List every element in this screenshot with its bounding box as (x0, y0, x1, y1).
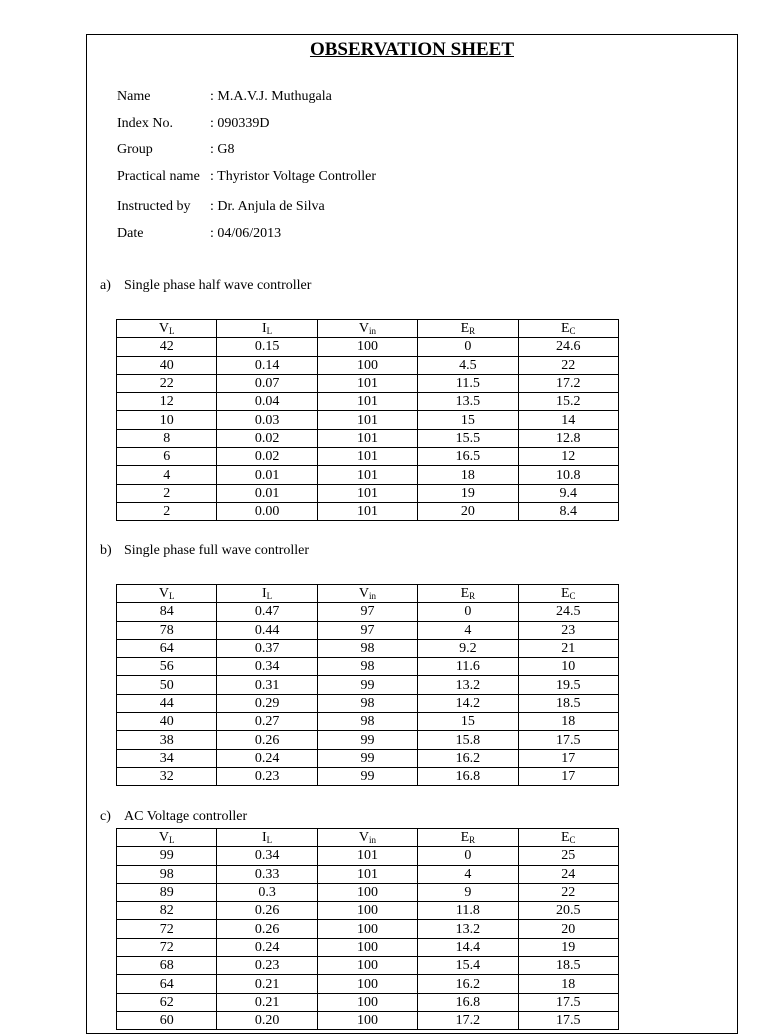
table-cell: 4.5 (418, 356, 518, 374)
column-header (217, 829, 317, 847)
table-cell: 99 (317, 731, 417, 749)
table-row (117, 658, 619, 676)
table-row (117, 975, 619, 993)
table-cell: 18 (518, 713, 618, 731)
column-header (317, 585, 417, 603)
table-cell: 0.34 (217, 847, 317, 865)
table-row (117, 411, 619, 429)
table-cell: 17 (518, 767, 618, 785)
table-cell: 0.44 (217, 621, 317, 639)
table-cell: 12 (117, 393, 217, 411)
info-row-index (117, 116, 270, 132)
table-cell: 50 (117, 676, 217, 694)
column-subscript: L (266, 590, 273, 601)
table-cell: 98 (317, 639, 417, 657)
table-cell: 18 (418, 466, 518, 484)
table-cell: 101 (317, 429, 417, 447)
table-row (117, 694, 619, 712)
table-cell: 82 (117, 902, 217, 920)
column-symbol: V (158, 320, 169, 336)
table-cell: 98 (117, 865, 217, 883)
table-header-row (117, 585, 619, 603)
table-row (117, 957, 619, 975)
column-symbol: I (262, 585, 267, 601)
table-cell: 64 (117, 639, 217, 657)
table-cell: 14.2 (418, 694, 518, 712)
table-cell: 0.37 (217, 639, 317, 657)
table-cell: 0.47 (217, 603, 317, 621)
table-cell: 99 (317, 749, 417, 767)
column-symbol: E (460, 829, 470, 845)
table-cell: 100 (317, 975, 417, 993)
section-title: AC Voltage controller (124, 809, 248, 824)
table-ac-voltage (116, 828, 619, 1030)
table-row (117, 1011, 619, 1029)
table-cell: 0.24 (217, 938, 317, 956)
table-cell: 0.27 (217, 713, 317, 731)
table-cell: 13.5 (418, 393, 518, 411)
column-symbol: V (358, 585, 370, 601)
table-cell: 15.5 (418, 429, 518, 447)
table-cell: 9.4 (518, 484, 618, 502)
table-cell: 0.33 (217, 865, 317, 883)
column-header (117, 320, 217, 338)
section-heading-c (100, 809, 247, 825)
table-cell: 0.04 (217, 393, 317, 411)
table-row (117, 393, 619, 411)
table-cell: 15 (418, 713, 518, 731)
table-cell: 18.5 (518, 957, 618, 975)
table-cell: 25 (518, 847, 618, 865)
table-row (117, 993, 619, 1011)
table-cell: 0.20 (217, 1011, 317, 1029)
info-value: : G8 (210, 142, 235, 157)
table-row (117, 621, 619, 639)
table-cell: 98 (317, 658, 417, 676)
table-cell: 13.2 (418, 676, 518, 694)
column-symbol: V (358, 320, 370, 336)
column-subscript: L (266, 834, 273, 845)
sheet-title: OBSERVATION SHEET (309, 39, 514, 60)
column-subscript: R (469, 325, 476, 336)
table-cell: 10 (117, 411, 217, 429)
table-cell: 14.4 (418, 938, 518, 956)
table-cell: 14 (518, 411, 618, 429)
table-cell: 8.4 (518, 502, 618, 520)
column-symbol: E (560, 320, 570, 336)
table-row (117, 865, 619, 883)
column-subscript: L (169, 325, 175, 336)
table-cell: 9.2 (418, 639, 518, 657)
info-row-date (117, 226, 281, 242)
table-cell: 17.5 (518, 993, 618, 1011)
table-cell: 17 (518, 749, 618, 767)
info-label: Index No. (117, 116, 173, 131)
table-cell: 32 (117, 767, 217, 785)
column-header (518, 829, 618, 847)
table-cell: 16.8 (418, 767, 518, 785)
table-cell: 100 (317, 957, 417, 975)
table-cell: 22 (518, 356, 618, 374)
table-cell: 10 (518, 658, 618, 676)
table-cell: 0.31 (217, 676, 317, 694)
table-cell: 0.3 (217, 883, 317, 901)
table-cell: 100 (317, 356, 417, 374)
table-cell: 98 (317, 694, 417, 712)
table-cell: 13.2 (418, 920, 518, 938)
column-symbol: V (158, 585, 169, 601)
table-cell: 0.21 (217, 975, 317, 993)
table-cell: 100 (317, 1011, 417, 1029)
table-header-row (117, 320, 619, 338)
table-cell: 101 (317, 374, 417, 392)
table-cell: 99 (317, 676, 417, 694)
table-cell: 18.5 (518, 694, 618, 712)
column-symbol: E (560, 829, 570, 845)
table-cell: 8 (117, 429, 217, 447)
table-cell: 99 (317, 767, 417, 785)
table-cell: 101 (317, 466, 417, 484)
table-cell: 42 (117, 338, 217, 356)
info-value: : 090339D (210, 116, 270, 131)
table-cell: 15.4 (418, 957, 518, 975)
table-row (117, 484, 619, 502)
table-cell: 16.5 (418, 448, 518, 466)
column-subscript: L (169, 834, 175, 845)
table-cell: 0.26 (217, 920, 317, 938)
table-cell: 72 (117, 938, 217, 956)
info-value: : M.A.V.J. Muthugala (210, 89, 332, 104)
table-cell: 100 (317, 338, 417, 356)
column-header (418, 320, 518, 338)
column-subscript: in (369, 590, 377, 601)
table-cell: 72 (117, 920, 217, 938)
table-cell: 2 (117, 502, 217, 520)
column-subscript: L (266, 325, 273, 336)
column-symbol: V (158, 829, 169, 845)
table-cell: 101 (317, 865, 417, 883)
table-cell: 0.29 (217, 694, 317, 712)
column-symbol: E (460, 585, 470, 601)
table-row (117, 847, 619, 865)
table-cell: 2 (117, 484, 217, 502)
table-cell: 78 (117, 621, 217, 639)
table-cell: 0.21 (217, 993, 317, 1011)
table-cell: 6 (117, 448, 217, 466)
info-value: : Dr. Anjula de Silva (210, 199, 325, 214)
table-cell: 0.00 (217, 502, 317, 520)
table-cell: 20 (518, 920, 618, 938)
column-header (117, 829, 217, 847)
table-cell: 0.26 (217, 902, 317, 920)
table-cell: 101 (317, 847, 417, 865)
info-row-practical (117, 169, 376, 185)
column-subscript: C (569, 590, 576, 601)
table-cell: 64 (117, 975, 217, 993)
table-cell: 0.15 (217, 338, 317, 356)
table-cell: 0 (418, 338, 518, 356)
table-cell: 16.2 (418, 749, 518, 767)
table-cell: 44 (117, 694, 217, 712)
table-cell: 4 (418, 865, 518, 883)
table-cell: 0 (418, 603, 518, 621)
table-cell: 98 (317, 713, 417, 731)
info-value: : Thyristor Voltage Controller (210, 169, 377, 184)
table-cell: 0.03 (217, 411, 317, 429)
column-symbol: I (262, 320, 267, 336)
table-cell: 68 (117, 957, 217, 975)
table-row (117, 920, 619, 938)
table-cell: 89 (117, 883, 217, 901)
table-cell: 0.24 (217, 749, 317, 767)
info-label: Instructed by (117, 199, 191, 214)
table-cell: 0 (418, 847, 518, 865)
table-row (117, 938, 619, 956)
table-cell: 24.5 (518, 603, 618, 621)
table-cell: 17.2 (518, 374, 618, 392)
table-cell: 0.23 (217, 767, 317, 785)
section-heading-a (100, 278, 311, 294)
table-row (117, 713, 619, 731)
table-row (117, 374, 619, 392)
table-cell: 34 (117, 749, 217, 767)
table-cell: 11.6 (418, 658, 518, 676)
section-heading-b (100, 543, 309, 559)
column-header (317, 320, 417, 338)
table-row (117, 731, 619, 749)
table-cell: 0.01 (217, 484, 317, 502)
table-cell: 0.26 (217, 731, 317, 749)
info-label: Name (117, 89, 151, 104)
table-cell: 4 (117, 466, 217, 484)
table-row (117, 749, 619, 767)
column-subscript: L (169, 590, 175, 601)
column-header (117, 585, 217, 603)
table-cell: 16.8 (418, 993, 518, 1011)
table-cell: 15.8 (418, 731, 518, 749)
table-cell: 19.5 (518, 676, 618, 694)
table-cell: 10.8 (518, 466, 618, 484)
info-label: Group (117, 142, 153, 157)
info-row-instructor (117, 199, 325, 215)
table-cell: 0.14 (217, 356, 317, 374)
table-cell: 101 (317, 448, 417, 466)
column-header (518, 320, 618, 338)
section-letter: b) (100, 543, 112, 558)
info-value: : 04/06/2013 (210, 226, 282, 241)
table-cell: 15 (418, 411, 518, 429)
table-row (117, 639, 619, 657)
column-subscript: C (569, 834, 576, 845)
table-cell: 38 (117, 731, 217, 749)
table-row (117, 356, 619, 374)
table-cell: 100 (317, 902, 417, 920)
table-header-row (117, 829, 619, 847)
table-cell: 97 (317, 621, 417, 639)
table-cell: 62 (117, 993, 217, 1011)
section-title: Single phase full wave controller (124, 543, 310, 558)
table-row (117, 902, 619, 920)
table-cell: 17.2 (418, 1011, 518, 1029)
table-row (117, 502, 619, 520)
info-row-group (117, 142, 235, 158)
info-label: Practical name (117, 169, 200, 184)
section-title: Single phase half wave controller (124, 278, 312, 293)
table-cell: 101 (317, 393, 417, 411)
table-cell: 100 (317, 883, 417, 901)
table-cell: 101 (317, 502, 417, 520)
column-symbol: E (560, 585, 570, 601)
column-subscript: in (369, 834, 377, 845)
column-header (217, 320, 317, 338)
column-subscript: R (469, 590, 476, 601)
table-row (117, 429, 619, 447)
section-letter: a) (100, 278, 111, 293)
table-cell: 84 (117, 603, 217, 621)
observation-sheet (86, 34, 738, 1034)
table-cell: 99 (117, 847, 217, 865)
table-row (117, 767, 619, 785)
table-cell: 18 (518, 975, 618, 993)
table-cell: 24.6 (518, 338, 618, 356)
table-cell: 24 (518, 865, 618, 883)
table-cell: 0.07 (217, 374, 317, 392)
info-label: Date (117, 226, 144, 241)
column-header (518, 585, 618, 603)
table-cell: 12 (518, 448, 618, 466)
table-cell: 56 (117, 658, 217, 676)
column-subscript: C (569, 325, 576, 336)
table-cell: 101 (317, 484, 417, 502)
table-cell: 97 (317, 603, 417, 621)
table-cell: 0.01 (217, 466, 317, 484)
table-cell: 17.5 (518, 1011, 618, 1029)
table-cell: 40 (117, 713, 217, 731)
column-symbol: E (460, 320, 470, 336)
column-header (418, 585, 518, 603)
table-cell: 12.8 (518, 429, 618, 447)
table-cell: 23 (518, 621, 618, 639)
column-header (317, 829, 417, 847)
table-row (117, 448, 619, 466)
table-cell: 11.5 (418, 374, 518, 392)
column-subscript: R (469, 834, 476, 845)
table-cell: 16.2 (418, 975, 518, 993)
column-header (418, 829, 518, 847)
column-header (217, 585, 317, 603)
table-cell: 60 (117, 1011, 217, 1029)
table-cell: 0.02 (217, 448, 317, 466)
table-cell: 19 (418, 484, 518, 502)
table-row (117, 466, 619, 484)
column-symbol: I (262, 829, 267, 845)
table-half-wave (116, 319, 619, 521)
table-cell: 100 (317, 920, 417, 938)
section-letter: c) (100, 809, 111, 824)
table-row (117, 338, 619, 356)
table-cell: 20 (418, 502, 518, 520)
table-cell: 19 (518, 938, 618, 956)
table-row (117, 883, 619, 901)
table-row (117, 603, 619, 621)
table-cell: 22 (117, 374, 217, 392)
table-cell: 22 (518, 883, 618, 901)
table-cell: 100 (317, 938, 417, 956)
table-full-wave (116, 584, 619, 786)
table-row (117, 676, 619, 694)
table-cell: 11.8 (418, 902, 518, 920)
table-cell: 0.02 (217, 429, 317, 447)
table-cell: 9 (418, 883, 518, 901)
column-subscript: in (369, 325, 377, 336)
table-cell: 101 (317, 411, 417, 429)
info-row-name (117, 89, 332, 105)
table-cell: 100 (317, 993, 417, 1011)
column-symbol: V (358, 829, 370, 845)
table-cell: 0.23 (217, 957, 317, 975)
table-cell: 0.34 (217, 658, 317, 676)
table-cell: 15.2 (518, 393, 618, 411)
table-cell: 40 (117, 356, 217, 374)
table-cell: 21 (518, 639, 618, 657)
table-cell: 17.5 (518, 731, 618, 749)
table-cell: 4 (418, 621, 518, 639)
table-cell: 20.5 (518, 902, 618, 920)
